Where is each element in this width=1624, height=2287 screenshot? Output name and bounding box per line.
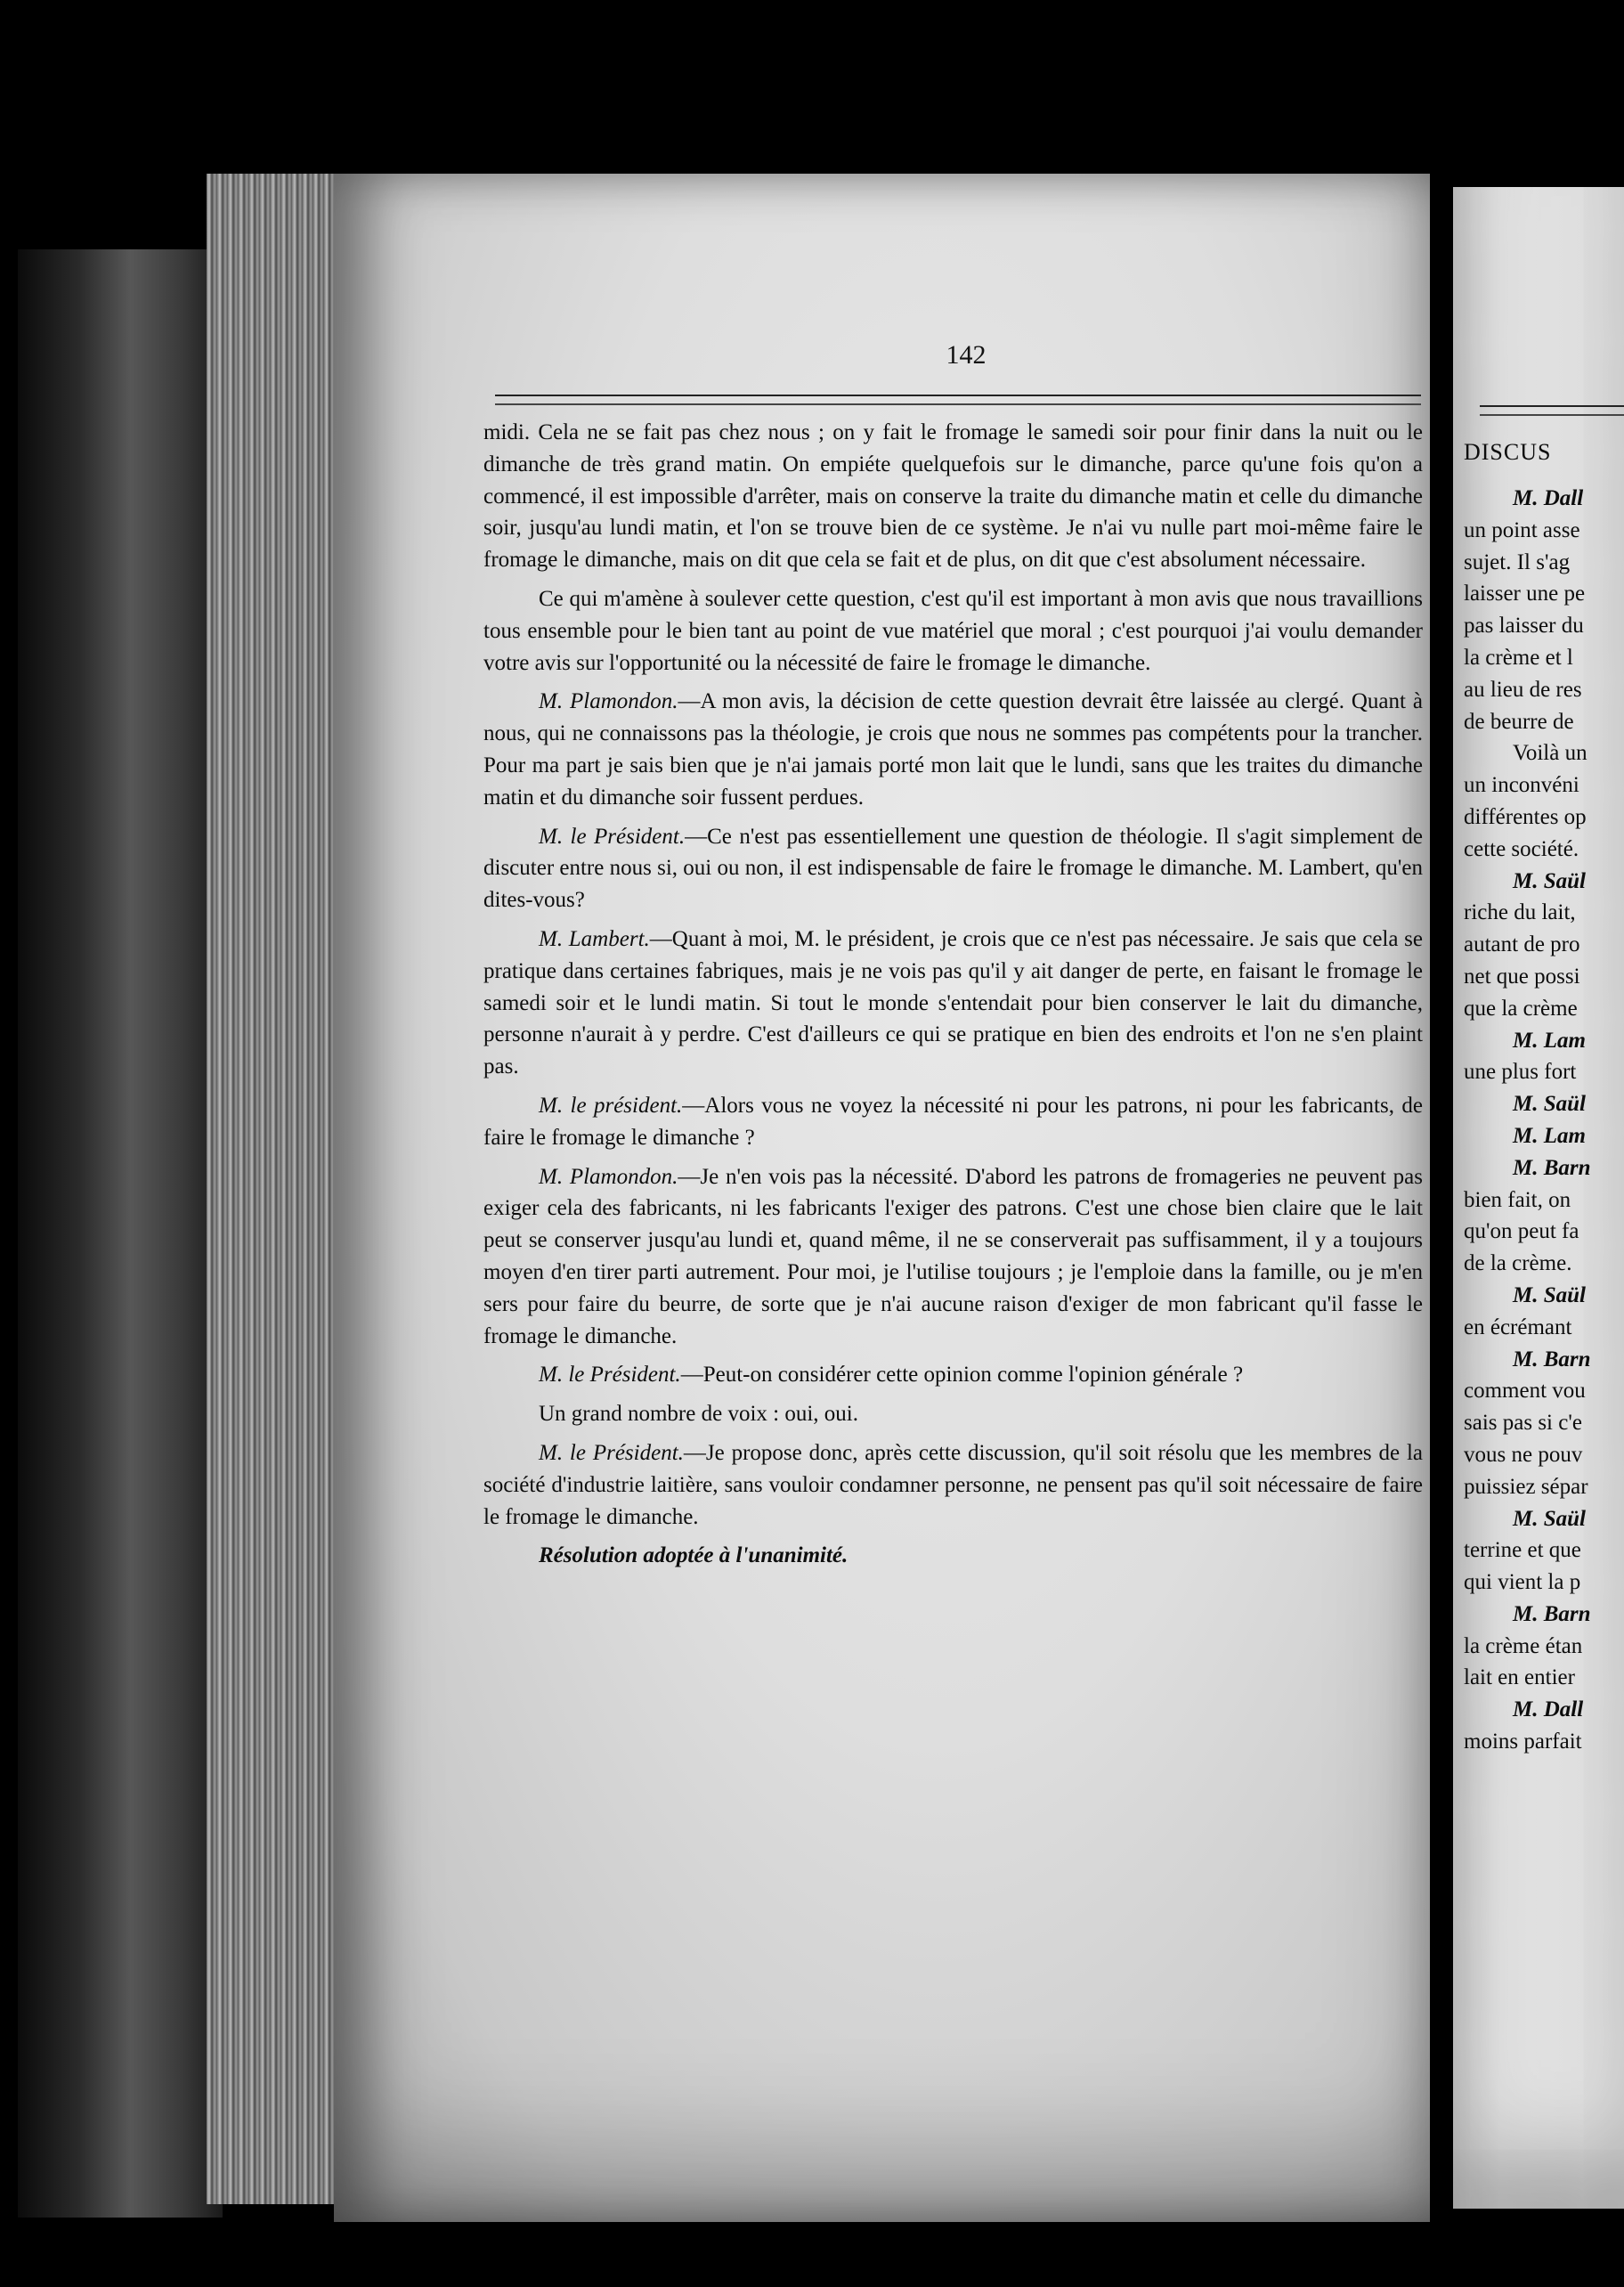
resolution-line: Résolution adoptée à l'unanimité.: [539, 1543, 849, 1568]
right-page-line: vous ne pouv: [1464, 1442, 1583, 1467]
right-page-line: terrine et que: [1464, 1538, 1581, 1563]
book-edge-shadow: [18, 249, 223, 2218]
right-page-line: pas laisser du: [1464, 614, 1584, 639]
paragraph-text: Ce qui m'amène à soulever cette question, c'est qu'il est important à mon avis que nous travaillions tous ensemble pour le bien tant au point de vue matériel que moral ; c'est pourquoi j'ai voulu demander votre avis sur l'opportunité ou la nécessité de faire le fromage le dimanche.: [483, 586, 1423, 675]
paragraph-text: —A mon avis, la décision de cette question devrait être laissée au clergé. Quant à nous, qui ne connaissons pas la théologie, je crois que nous ne sommes pas compétents pour la trancher. Pour ma part je sais bien que je n'ai jamais porté mon lait que le lundi, sans que les traites du dimanche matin et du dimanche soir fussent perdues.: [483, 689, 1423, 810]
page-edges: [207, 174, 338, 2204]
right-page-line: M. Saül: [1513, 1092, 1586, 1117]
right-page-line: une plus fort: [1464, 1060, 1577, 1085]
paragraph: [483, 417, 1423, 576]
paragraph-text: —Alors vous ne voyez la nécessité ni pour les patrons, ni pour les fabricants, de faire le fromage le dimanche ?: [483, 1093, 1423, 1150]
paragraph-text: —Je propose donc, après cette discussion, qu'il soit résolu que les membres de la société d'industrie laitière, sans vouloir condamner personne, ne pensent pas qu'il soit nécessaire de faire le fromage le dimanche.: [483, 1440, 1423, 1529]
right-header-rule: [1480, 405, 1624, 416]
paragraph-text: —Peut-on considérer cette opinion comme l'opinion générale ?: [680, 1363, 1244, 1388]
right-page-line: sais pas si c'e: [1464, 1411, 1582, 1436]
paragraph-text: —Je n'en vois pas la nécessité. D'abord les patrons de fromageries ne peuvent pas exiger cela des fabricants, ni les fabricants l'exiger des patrons. C'est une chose bien claire que le lait peut se conserver jusqu'au lundi et, quand même, il ne se conserverait pas suffisamment, il y a toujours moyen d'en tirer parti autrement. Pour moi, je l'utilise toujours ; je l'emploie dans la famille, ou je m'en sers pour faire du beurre, de sorte que je n'ai aucune raison d'exiger de mon fabricant qu'il fasse le fromage le dimanche.: [483, 1164, 1423, 1348]
right-page-line: M. Dall: [1513, 486, 1584, 510]
paragraph-text: —Ce n'est pas essentiellement une question de théologie. Il s'agit simplement de discuter entre nous si, oui ou non, il est indispensable de faire le fromage le dimanche. M. Lambert, qu'en dites-vous?: [483, 824, 1423, 913]
right-page-line: net que possi: [1464, 964, 1580, 989]
page-number: 142: [946, 340, 987, 370]
right-page-line: de beurre de: [1464, 709, 1574, 734]
right-page-line: M. Lam: [1513, 1123, 1586, 1148]
right-page-line: un inconvéni: [1464, 773, 1579, 798]
right-page-line: bien fait, on: [1464, 1187, 1571, 1212]
right-page-line: qu'on peut fa: [1464, 1219, 1579, 1244]
paragraph: [483, 583, 1423, 679]
right-page-line: différentes op: [1464, 804, 1587, 829]
page-body: [483, 417, 1423, 1579]
right-page-line: de la crème.: [1464, 1251, 1572, 1276]
right-page-line: qui vient la p: [1464, 1570, 1581, 1595]
paragraph: [483, 1398, 1423, 1430]
right-page-body: [1464, 436, 1624, 1758]
right-page-line: un point asse: [1464, 517, 1580, 542]
paragraph: [483, 1161, 1423, 1353]
speaker-name: M. Plamondon.: [539, 1164, 678, 1189]
paragraph: [483, 1359, 1423, 1391]
right-page-line: la crème et l: [1464, 645, 1573, 670]
right-page-line: au lieu de res: [1464, 677, 1582, 702]
right-page-line: moins parfait: [1464, 1729, 1582, 1754]
speaker-name: M. le Président.: [539, 824, 686, 849]
paragraph-text: Un grand nombre de voix : oui, oui.: [539, 1402, 858, 1427]
header-rule: [495, 395, 1421, 405]
paragraph: [483, 924, 1423, 1083]
right-page-line: laisser une pe: [1464, 582, 1586, 606]
right-page-line: cette société.: [1464, 836, 1579, 861]
right-page-line: Voilà un: [1513, 741, 1587, 766]
speaker-name: M. le président.: [539, 1093, 683, 1118]
right-page-line: M. Saül: [1513, 868, 1586, 893]
right-page-line: M. Barn: [1513, 1155, 1591, 1180]
speaker-name: M. le Président.: [539, 1440, 684, 1465]
paragraph-text: midi. Cela ne se fait pas chez nous ; on y fait le fromage le samedi soir pour finir dans la nuit ou le dimanche de très grand matin. On empiéte quelquefois sur le dimanche, parce qu'une fois qu'on a commencé, il est impossible d'arrêter, mais on conserve la traite du dimanche matin et celle du dimanche soir, jusqu'au lundi matin, et l'on se trouve bien de ce système. Je n'ai vu nulle part moi-même faire le fromage le dimanche, mais on dit que cela se fait et de plus, on dit que c'est absolument nécessaire.: [483, 420, 1423, 573]
right-page-line: M. Lam: [1513, 1028, 1586, 1053]
speaker-name: M. le Président.: [539, 1363, 681, 1388]
right-page-heading: DISCUS: [1464, 439, 1552, 465]
right-page-line: la crème étan: [1464, 1633, 1583, 1658]
right-page-line: que la crème: [1464, 996, 1578, 1021]
right-page-line: M. Saül: [1513, 1282, 1586, 1307]
right-page-line: autant de pro: [1464, 932, 1580, 957]
paragraph-text: —Quant à moi, M. le président, je crois que ce n'est pas nécessaire. Je sais que cela se pratique dans certaines fabriques, mais je ne vois pas qu'il y ait danger de perte, en faisant le fromage le samedi soir et le lundi matin. Si tout le monde s'entendait pour bien conserver le lait du dimanche, personne n'aurait à y perdre. C'est d'ailleurs ce qui se pratique en bien des endroits et l'on ne s'en plaint pas.: [483, 926, 1423, 1079]
paragraph: [483, 821, 1423, 916]
right-page-line: riche du lait,: [1464, 900, 1576, 925]
paragraph: [483, 1090, 1423, 1154]
right-page-line: en écrémant: [1464, 1314, 1572, 1339]
speaker-name: M. Lambert.: [539, 926, 650, 951]
paragraph: [483, 1437, 1423, 1533]
right-page-line: M. Barn: [1513, 1601, 1591, 1626]
right-page-line: M. Barn: [1513, 1347, 1591, 1371]
right-page-line: M. Saül: [1513, 1506, 1586, 1531]
right-page-line: sujet. Il s'ag: [1464, 549, 1571, 574]
speaker-name: M. Plamondon.: [539, 689, 678, 714]
right-page-line: comment vou: [1464, 1379, 1586, 1404]
paragraph: [483, 686, 1423, 813]
right-page-line: M. Dall: [1513, 1697, 1584, 1722]
right-page-line: puissiez sépar: [1464, 1474, 1588, 1499]
right-page: [1453, 187, 1624, 2209]
right-page-line: lait en entier: [1464, 1665, 1575, 1690]
